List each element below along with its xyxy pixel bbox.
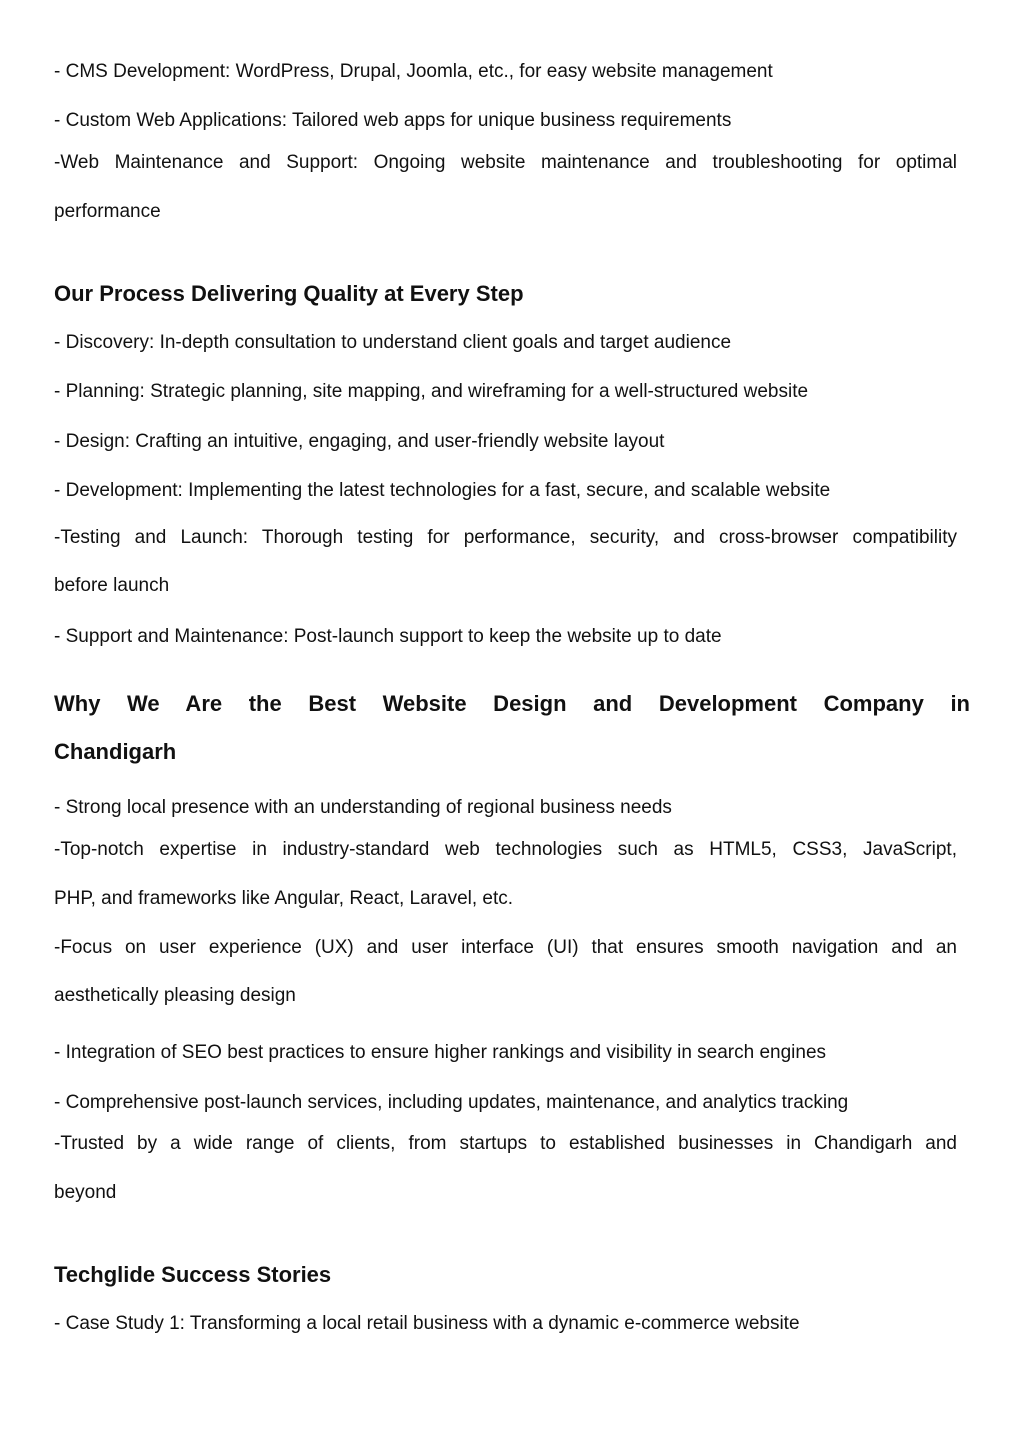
service-maintenance-line1: -Web Maintenance and Support: Ongoing website maintenance and troubleshooting for optimal [54, 152, 957, 173]
why-heading-line2: Chandigarh [54, 739, 177, 764]
why-local-presence: - Strong local presence with an understanding of regional business needs [54, 797, 672, 818]
why-post-launch: - Comprehensive post-launch services, including updates, maintenance, and analytics tracking [54, 1092, 849, 1113]
why-trusted-line2: beyond [54, 1182, 117, 1203]
success-heading: Techglide Success Stories [54, 1262, 332, 1287]
success-case-study-1: - Case Study 1: Transforming a local retail business with a dynamic e-commerce website [54, 1313, 800, 1334]
service-maintenance-line2: performance [54, 201, 161, 222]
why-heading-line1: Why We Are the Best Website Design and Development Company in [54, 691, 970, 716]
why-ux-line1: -Focus on user experience (UX) and user interface (UI) that ensures smooth navigation and an [54, 937, 957, 958]
why-expertise-line2: PHP, and frameworks like Angular, React, Laravel, etc. [54, 888, 514, 909]
process-development: - Development: Implementing the latest technologies for a fast, secure, and scalable website [54, 480, 831, 501]
process-design: - Design: Crafting an intuitive, engaging, and user-friendly website layout [54, 431, 665, 452]
process-testing-line1: -Testing and Launch: Thorough testing for performance, security, and cross-browser compatibility [54, 527, 957, 548]
why-trusted-line1: -Trusted by a wide range of clients, from startups to established businesses in Chandigarh and [54, 1133, 957, 1154]
why-seo: - Integration of SEO best practices to ensure higher rankings and visibility in search engines [54, 1042, 827, 1063]
service-custom-apps: - Custom Web Applications: Tailored web apps for unique business requirements [54, 110, 732, 131]
process-support: - Support and Maintenance: Post-launch support to keep the website up to date [54, 626, 722, 647]
process-testing-line2: before launch [54, 575, 170, 596]
process-planning: - Planning: Strategic planning, site mapping, and wireframing for a well-structured website [54, 381, 809, 402]
process-heading: Our Process Delivering Quality at Every Step [54, 281, 524, 306]
process-discovery: - Discovery: In-depth consultation to understand client goals and target audience [54, 332, 732, 353]
why-expertise-line1: -Top-notch expertise in industry-standard web technologies such as HTML5, CSS3, JavaScript, [54, 839, 957, 860]
service-cms: - CMS Development: WordPress, Drupal, Joomla, etc., for easy website management [54, 61, 773, 82]
why-ux-line2: aesthetically pleasing design [54, 985, 296, 1006]
